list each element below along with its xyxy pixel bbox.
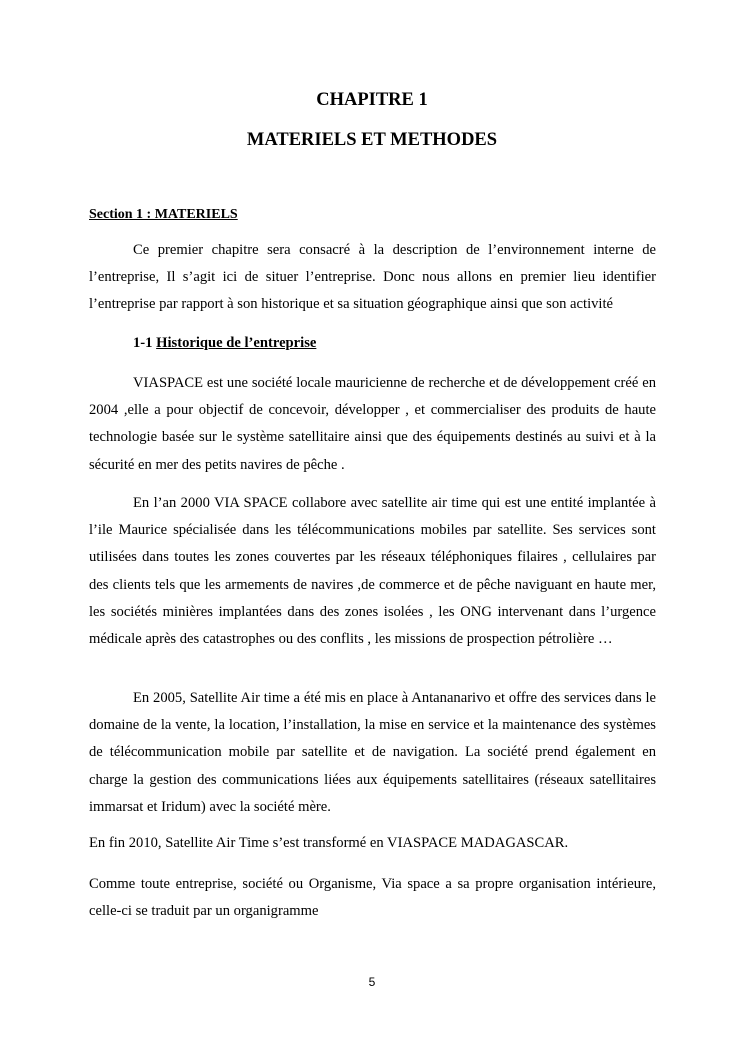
chapter-subtitle: MATERIELS ET METHODES [246, 130, 498, 150]
paragraph-2005: En 2005, Satellite Air time a été mis en place à Antananarivo et offre des services dans le domaine de la vente, la location, l’installation, la mise en service et la maintenance des systèmes de télécommunication mobile par satellite et de navigation. La société prend également en charge la gestion des communications liées aux équipements satellitaires (réseaux satellitaires immarsat et Iridum) avec la société mère. [89, 690, 656, 815]
paragraph-history: VIASPACE est une société locale mauricienne de recherche et de développement créé en 2004 ,elle a pour objectif de concevoir, développer , et commercialiser des produits de haute technologie basée sur le système satellitaire ainsi que des équipements destinés au suivi et à la sécurité en mer des petits navires de pêche . [89, 375, 656, 473]
subsection-title: Historique de l’entreprise [156, 335, 317, 351]
intro-paragraph: Ce premier chapitre sera consacré à la description de l’environnement interne de l’entreprise, Il s’agit ici de situer l’entreprise. Donc nous allons en premier lieu identifier l’entreprise par rapport à son historique et sa situation géographique ainsi que son activité [89, 242, 656, 313]
paragraph-2010: En fin 2010, Satellite Air Time s’est transformé en VIASPACE MADAGASCAR. [89, 835, 569, 851]
paragraph-organisation: Comme toute entreprise, société ou Organisme, Via space a sa propre organisation intérieure, celle-ci se traduit par un organigramme [89, 876, 656, 920]
subsection-number: 1-1 [133, 335, 153, 351]
page-number: 5 [368, 975, 376, 989]
section-heading: Section 1 : MATERIELS [89, 207, 238, 222]
chapter-title: CHAPITRE 1 [316, 90, 428, 110]
subsection-heading [133, 333, 316, 353]
paragraph-collaboration: En l’an 2000 VIA SPACE collabore avec satellite air time qui est une entité implantée à l’ile Maurice spécialisée dans les télécommunications mobiles par satellite. Ses services sont utilisées dans toutes les zones couvertes par les réseaux téléphoniques filaires , cellulaires par des clients tels que les armements de navires ,de commerce et de pêche naviguant en haute mer, les sociétés minières implantées dans des zones isolées , les ONG intervenant dans l’urgence médicale après des catastrophes ou des conflits , les missions de prospection pétrolière … [89, 495, 656, 648]
